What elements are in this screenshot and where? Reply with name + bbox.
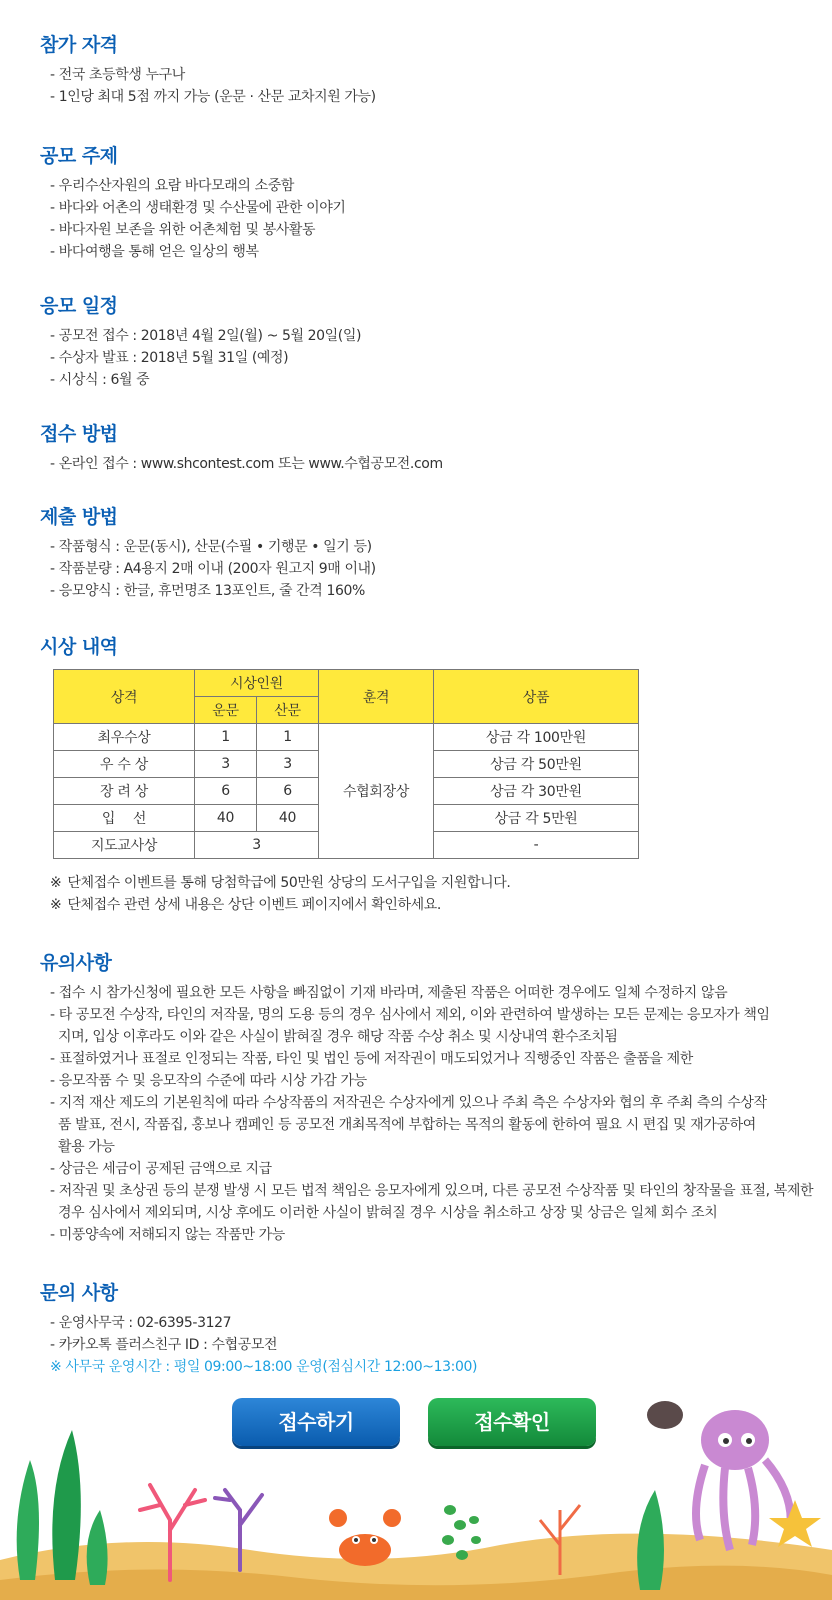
list-item: - 저작권 및 초상권 등의 분쟁 발생 시 모든 법적 책임은 응모자에게 있으며, 다른 공모전 수상작품 및 타인의 창작물을 표절, 복제한 경우 심사에서 제외되며, 시상 후에도 이러한 사실이 밝혀질 경우 시상을 취소하고 상장 및 상금은 일체 회수 조치 — [50, 1183, 814, 1221]
prize-table — [53, 669, 639, 859]
section-title: 응모 일정 — [40, 295, 118, 317]
section-title: 참가 자격 — [40, 34, 118, 56]
list-item: - 표절하였거나 표절로 인정되는 작품, 타인 및 법인 등에 저작권이 매도되었거나 직행중인 작품은 출품을 제한 — [50, 1051, 693, 1067]
list-item: - 상금은 세금이 공제된 금액으로 지급 — [50, 1161, 272, 1177]
table-cell: 6 — [257, 778, 319, 805]
list-item: - 수상자 발표 : 2018년 5월 31일 (예정) — [50, 350, 289, 366]
seaweed-icon — [637, 1490, 664, 1590]
octopus-icon — [647, 1401, 791, 1550]
list-item: - 바다여행을 통해 얻은 일상의 행복 — [50, 244, 259, 260]
note-line — [40, 872, 820, 894]
list-item: - 미풍양속에 저해되지 않는 작품만 가능 — [50, 1227, 285, 1243]
list-item: - 바다자원 보존을 위한 어촌체험 및 봉사활동 — [50, 222, 316, 238]
note-text: 단체접수 이벤트를 통해 당첨학급에 50만원 상당의 도서구입을 지원합니다. — [67, 875, 511, 891]
table-header: 상품 — [434, 670, 639, 724]
list-item: - 바다와 어촌의 생태환경 및 수산물에 관한 이야기 — [50, 200, 346, 216]
list-item: - 응모작품 수 및 응모작의 수준에 따라 시상 가감 가능 — [50, 1073, 367, 1089]
table-cell: 3 — [195, 832, 319, 859]
section-title: 유의사항 — [40, 952, 112, 974]
check-application-button[interactable]: 접수확인 — [428, 1398, 596, 1446]
hours-note: ※ 사무국 운영시간 : 평일 09:00~18:00 운영(점심시간 12:00~13:00) — [50, 1359, 478, 1375]
table-cell-honor: 수협회장상 — [319, 724, 434, 859]
section-submission — [40, 504, 820, 602]
section-caution — [40, 950, 820, 1246]
note-mark: ※ — [50, 897, 62, 913]
note-text: 단체접수 관련 상세 내용은 상단 이벤트 페이지에서 확인하세요. — [67, 897, 441, 913]
table-cell: 장 려 상 — [54, 778, 195, 805]
section-title: 문의 사항 — [40, 1282, 118, 1304]
table-cell: 40 — [257, 805, 319, 832]
table-cell: 지도교사상 — [54, 832, 195, 859]
table-cell: 최우수상 — [54, 724, 195, 751]
section-awards — [40, 634, 820, 666]
list-item: - 타 공모전 수상작, 타인의 저작물, 명의 도용 등의 경우 심사에서 제외, 이와 관련하여 발생하는 모든 문제는 응모자가 책임지며, 입상 이후라도 이와 같은 사실이 밝혀질 경우 해당 작품 수상 취소 및 시상내역 환수조치됨 — [50, 1007, 770, 1045]
note-line — [40, 894, 820, 916]
ink-cloud-icon — [647, 1401, 683, 1429]
list-item: - 전국 초등학생 누구나 — [50, 67, 185, 83]
table-cell: 상금 각 50만원 — [434, 751, 639, 778]
table-header: 시상인원 — [195, 670, 319, 697]
list-item: - 1인당 최대 5점 까지 가능 (운문 · 산문 교차지원 가능) — [50, 89, 376, 105]
section-method — [40, 421, 820, 475]
section-title: 공모 주제 — [40, 145, 118, 167]
award-notes — [40, 872, 820, 916]
table-cell: 우 수 상 — [54, 751, 195, 778]
section-title: 제출 방법 — [40, 506, 118, 528]
table-cell: 입 선 — [54, 805, 195, 832]
list-item: - 작품분량 : A4용지 2매 이내 (200자 원고지 9매 이내) — [50, 561, 376, 577]
list-item: - 작품형식 : 운문(동시), 산문(수필 • 기행문 • 일기 등) — [50, 539, 372, 555]
table-cell: 상금 각 100만원 — [434, 724, 639, 751]
seabed-illustration — [0, 1400, 832, 1600]
list-item: - 우리수산자원의 요람 바다모래의 소중함 — [50, 178, 294, 194]
list-item: - 시상식 : 6월 중 — [50, 372, 150, 388]
section-theme — [40, 143, 820, 263]
section-schedule — [40, 293, 820, 391]
note-mark: ※ — [50, 875, 62, 891]
list-item: - 카카오톡 플러스친구 ID : 수협공모전 — [50, 1337, 278, 1353]
table-cell: 3 — [195, 751, 257, 778]
seaweed-icon — [17, 1460, 39, 1580]
table-cell: - — [434, 832, 639, 859]
crab-icon — [329, 1509, 401, 1566]
table-cell: 6 — [195, 778, 257, 805]
table-cell: 상금 각 30만원 — [434, 778, 639, 805]
section-eligibility — [40, 32, 820, 108]
table-header: 훈격 — [319, 670, 434, 724]
list-item: - 접수 시 참가신청에 필요한 모든 사항을 빠짐없이 기재 바라며, 제출된 작품은 어떠한 경우에도 일체 수정하지 않음 — [50, 985, 728, 1001]
starfish-icon — [769, 1500, 821, 1547]
table-cell: 1 — [257, 724, 319, 751]
list-item: - 지적 재산 제도의 기본원칙에 따라 수상작품의 저작권은 수상자에게 있으나 주최 측은 수상자와 협의 후 주최 측의 수상작품 발표, 전시, 작품집, 홍보나 캠페인 등 공모전 개최목적에 부합하는 목적의 활동에 한하여 필요 시 편집 및 재가공하여 활용 가능 — [50, 1095, 767, 1155]
table-cell: 1 — [195, 724, 257, 751]
table-row — [54, 724, 639, 751]
table-header: 산문 — [257, 697, 319, 724]
table-cell: 40 — [195, 805, 257, 832]
section-contact — [40, 1280, 820, 1378]
section-title: 시상 내역 — [40, 636, 118, 658]
table-header: 운문 — [195, 697, 257, 724]
list-item: - 온라인 접수 : www.shcontest.com 또는 www.수협공모전.com — [50, 456, 443, 472]
list-item: - 운영사무국 : 02-6395-3127 — [50, 1315, 232, 1331]
table-cell: 상금 각 5만원 — [434, 805, 639, 832]
seaweed-icon — [52, 1430, 81, 1580]
apply-button[interactable]: 접수하기 — [232, 1398, 400, 1446]
table-header: 상격 — [54, 670, 195, 724]
list-item: - 공모전 접수 : 2018년 4월 2일(월) ~ 5월 20일(일) — [50, 328, 362, 344]
section-title: 접수 방법 — [40, 423, 118, 445]
list-item: - 응모양식 : 한글, 휴먼명조 13포인트, 줄 간격 160% — [50, 583, 365, 599]
table-cell: 3 — [257, 751, 319, 778]
seaweed-icon — [87, 1510, 108, 1585]
